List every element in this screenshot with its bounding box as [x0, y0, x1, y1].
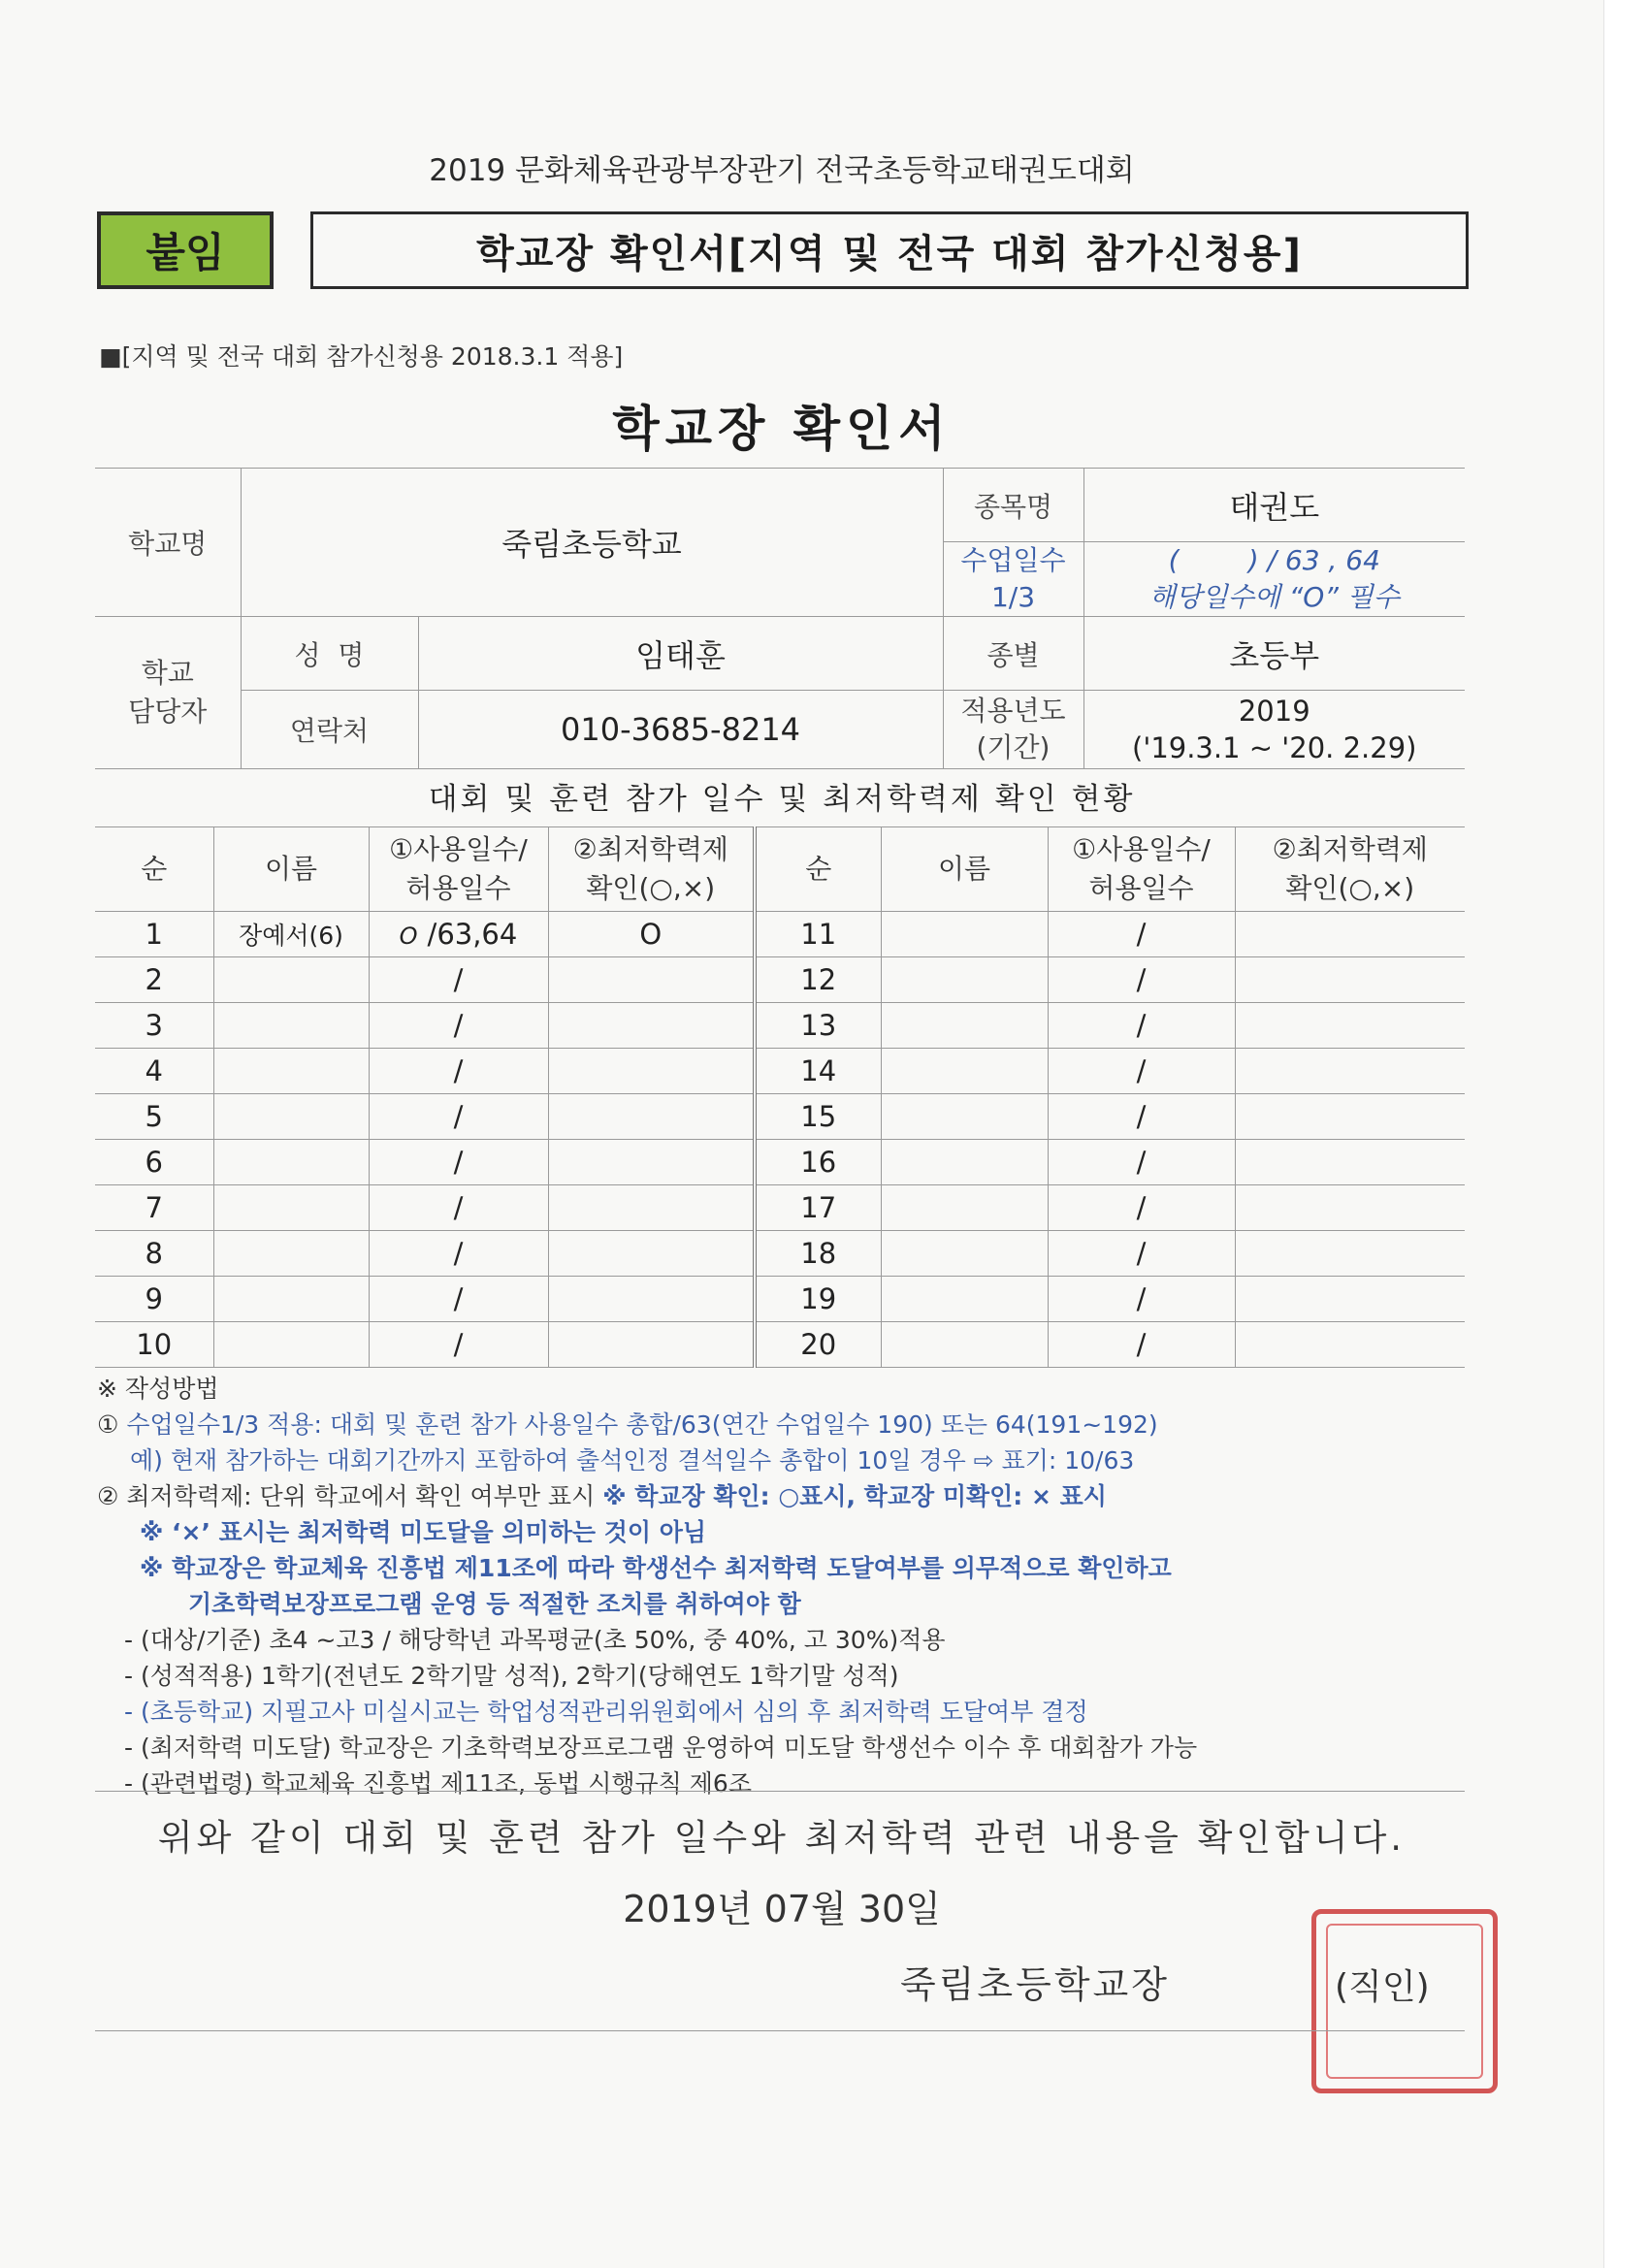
roster-header-days-2-line1: ①사용일수/	[1072, 833, 1211, 865]
roster-no: 12	[755, 957, 881, 1003]
roster-days-value: /63,64	[427, 918, 518, 951]
roster-no: 18	[755, 1231, 881, 1277]
instruction-1-number: ①	[97, 1410, 119, 1439]
roster-min-mark	[548, 1231, 755, 1277]
instruction-1	[97, 1407, 1484, 1442]
roster-days: /	[1048, 1094, 1235, 1140]
roster-min-mark	[548, 957, 755, 1003]
attachment-badge: 붙임	[97, 211, 274, 289]
instruction-2	[97, 1478, 1484, 1514]
year-value-line2: ('19.3.1 ~ '20. 2.29)	[1132, 731, 1417, 764]
roster-name	[881, 1049, 1048, 1094]
roster-header-min-2-line2: 확인(○,×)	[1285, 872, 1415, 904]
confirmation-text: 위와 같이 대회 및 훈련 참가 일수와 최저학력 관련 내용을 확인합니다.	[157, 1817, 1406, 1859]
instruction-2-number: ②	[97, 1482, 119, 1510]
school-label: 학교명	[95, 469, 241, 617]
detail-5: - (관련법령) 학교체육 진흥법 제11조, 동법 시행규칙 제6조	[124, 1769, 752, 1798]
section-title: 대회 및 훈련 참가 일수 및 최저학력제 확인 현황	[428, 782, 1136, 817]
roster-no: 8	[95, 1231, 213, 1277]
roster-no: 9	[95, 1277, 213, 1322]
roster-header-days	[369, 827, 548, 912]
roster-days: /	[369, 1003, 548, 1049]
instruction-3: ※ ‘×’ 표시는 최저학력 미도달을 의미하는 것이 아님	[140, 1518, 707, 1546]
roster-no: 5	[95, 1094, 213, 1140]
roster-days: /	[369, 1277, 548, 1322]
table-row	[95, 912, 1465, 957]
roster-min-mark	[1235, 1140, 1465, 1185]
roster-no: 11	[755, 912, 881, 957]
roster-no: 10	[95, 1322, 213, 1368]
instruction-1-line1: 수업일수1/3 적용: 대회 및 훈련 참가 사용일수 총합/63(연간 수업일수 190) 또는 64(191~192)	[126, 1410, 1158, 1439]
roster-days: /	[1048, 957, 1235, 1003]
year-label-line2: (기간)	[976, 731, 1051, 763]
year-label	[943, 691, 1083, 769]
roster-min-mark	[548, 1003, 755, 1049]
roster-header-min-line1: ②최저학력제	[572, 833, 728, 865]
roster-name: 장예서(6)	[213, 912, 369, 957]
roster-header-days-2-line2: 허용일수	[1088, 872, 1194, 904]
roster-name	[213, 1277, 369, 1322]
event-value: 태권도	[1083, 469, 1465, 542]
roster-days: /	[1048, 1049, 1235, 1094]
roster-no: 3	[95, 1003, 213, 1049]
roster-name	[881, 1231, 1048, 1277]
roster-min-mark	[548, 1049, 755, 1094]
division-label: 종별	[943, 617, 1083, 691]
roster-name	[213, 957, 369, 1003]
instruction-1-example: 예) 현재 참가하는 대회기간까지 포함하여 출석인정 결석일수 총합이 10일 경우 ⇨ 표기: 10/63	[130, 1446, 1135, 1474]
roster-header-no-2: 순	[755, 827, 881, 912]
roster-name	[213, 1322, 369, 1368]
roster-min-mark: O	[548, 912, 755, 957]
roster-header-days-line1: ①사용일수/	[389, 833, 528, 865]
principal-title: 죽림초등학교장	[900, 1963, 1170, 2006]
main-title: 학교장 확인서	[612, 401, 952, 457]
roster-days: /	[1048, 1003, 1235, 1049]
table-row	[95, 957, 1465, 1003]
event-label: 종목명	[943, 469, 1083, 542]
roster-header-min-2	[1235, 827, 1465, 912]
notes-divider	[95, 1791, 1465, 1792]
roster-min-mark	[548, 1322, 755, 1368]
instructions	[97, 1371, 1484, 1801]
instruction-4-line2: 기초학력보장프로그램 운영 등 적절한 조치를 취하여야 함	[188, 1590, 801, 1618]
roster-min-mark	[1235, 1094, 1465, 1140]
roster-header-min-2-line1: ②최저학력제	[1272, 833, 1428, 865]
division-value: 초등부	[1083, 617, 1465, 691]
roster-header-min	[548, 827, 755, 912]
year-value-line1: 2019	[1238, 695, 1310, 728]
roster-days: /	[369, 1049, 548, 1094]
roster-header-days-line2: 허용일수	[405, 872, 511, 904]
class-days-label-line1: 수업일수	[960, 544, 1066, 576]
class-days-value-line1: ( ) / 63 , 64	[1168, 544, 1380, 576]
roster-no: 16	[755, 1140, 881, 1185]
roster-no: 4	[95, 1049, 213, 1094]
roster-min-mark	[1235, 1003, 1465, 1049]
roster-name	[213, 1003, 369, 1049]
year-value	[1083, 691, 1465, 769]
table-row	[95, 1094, 1465, 1140]
roster-name	[881, 1185, 1048, 1231]
roster-min-mark	[1235, 912, 1465, 957]
manager-label	[95, 617, 241, 769]
class-days-label-line2: 1/3	[990, 581, 1036, 613]
roster-min-mark	[1235, 1277, 1465, 1322]
year-label-line1: 적용년도	[960, 695, 1066, 727]
roster-name	[881, 1140, 1048, 1185]
roster-min-mark	[1235, 1231, 1465, 1277]
class-days-value	[1083, 542, 1465, 617]
roster-min-mark	[548, 1094, 755, 1140]
table-row	[95, 1277, 1465, 1322]
name-value: 임태훈	[418, 617, 943, 691]
manager-label-line2: 담당자	[128, 696, 208, 728]
roster-name	[213, 1185, 369, 1231]
seal-label: (직인)	[1335, 1967, 1430, 2007]
table-row	[95, 1231, 1465, 1277]
roster-name	[213, 1049, 369, 1094]
scan-edge	[1603, 0, 1649, 2268]
handwritten-mark: O	[399, 923, 418, 950]
roster-header-name-2: 이름	[881, 827, 1048, 912]
form-title: 학교장 확인서[지역 및 전국 대회 참가신청용]	[310, 211, 1469, 289]
apply-note: ■[지역 및 전국 대회 참가신청용 2018.3.1 적용]	[99, 342, 624, 371]
roster-no: 14	[755, 1049, 881, 1094]
roster-name	[881, 1322, 1048, 1368]
roster-name	[213, 1140, 369, 1185]
roster-no: 13	[755, 1003, 881, 1049]
table-row	[95, 1003, 1465, 1049]
table-row	[95, 1140, 1465, 1185]
instruction-2-text: 최저학력제: 단위 학교에서 확인 여부만 표시	[126, 1482, 603, 1510]
roster-days: /	[369, 957, 548, 1003]
roster-no: 7	[95, 1185, 213, 1231]
detail-2: - (성적적용) 1학기(전년도 2학기말 성적), 2학기(당해연도 1학기말 성적)	[124, 1662, 899, 1690]
detail-3: - (초등학교) 지필고사 미실시교는 학업성적관리위원회에서 심의 후 최저학력 도달여부 결정	[124, 1698, 1088, 1726]
table-row	[95, 1322, 1465, 1368]
detail-4: - (최저학력 미도달) 학교장은 기초학력보장프로그램 운영하여 미도달 학생선수 이수 후 대회참가 가능	[124, 1733, 1198, 1762]
roster-name	[881, 1094, 1048, 1140]
school-value: 죽림초등학교	[241, 469, 943, 617]
roster-header-days-2	[1048, 827, 1235, 912]
instruction-4-line1: ※ 학교장은 학교체육 진흥법 제11조에 따라 학생선수 최저학력 도달여부를 의무적으로 확인하고	[140, 1554, 1172, 1582]
roster-name	[213, 1094, 369, 1140]
roster-days: /	[369, 1231, 548, 1277]
roster-days: /	[369, 1185, 548, 1231]
roster-days: /	[1048, 1322, 1235, 1368]
roster-header-min-line2: 확인(○,×)	[586, 872, 716, 904]
roster-days: /	[1048, 912, 1235, 957]
event-title: 2019 문화체육관광부장관기 전국초등학교태권도대회	[429, 153, 1135, 188]
roster-name	[881, 1003, 1048, 1049]
roster-no: 19	[755, 1277, 881, 1322]
roster-days: /	[1048, 1185, 1235, 1231]
name-label: 성 명	[241, 617, 418, 691]
roster-days	[369, 912, 548, 957]
confirmation-date: 2019년 07월 30일	[623, 1888, 941, 1930]
roster-no: 17	[755, 1185, 881, 1231]
roster-days: /	[369, 1140, 548, 1185]
roster-no: 6	[95, 1140, 213, 1185]
footer-divider	[95, 2030, 1465, 2031]
class-days-value-line2: 해당일수에 “O” 필수	[1148, 581, 1400, 613]
roster-no: 1	[95, 912, 213, 957]
table-row	[95, 1049, 1465, 1094]
instruction-2-highlight: ※ 학교장 확인: ○표시, 학교장 미확인: × 표시	[602, 1482, 1107, 1510]
roster-min-mark	[1235, 1185, 1465, 1231]
roster-min-mark	[1235, 1322, 1465, 1368]
roster-min-mark	[548, 1140, 755, 1185]
roster-name	[881, 912, 1048, 957]
roster-name	[881, 957, 1048, 1003]
roster-days: /	[369, 1322, 548, 1368]
contact-label: 연락처	[241, 691, 418, 769]
roster-min-mark	[548, 1185, 755, 1231]
roster-min-mark	[548, 1277, 755, 1322]
instructions-heading: ※ 작성방법	[97, 1375, 219, 1403]
roster-header-name: 이름	[213, 827, 369, 912]
manager-label-line1: 학교	[141, 657, 194, 689]
roster-no: 2	[95, 957, 213, 1003]
roster-days: /	[369, 1094, 548, 1140]
info-table	[95, 468, 1465, 769]
roster-days: /	[1048, 1140, 1235, 1185]
roster-name	[213, 1231, 369, 1277]
roster-no: 15	[755, 1094, 881, 1140]
roster-header-no: 순	[95, 827, 213, 912]
roster-no: 20	[755, 1322, 881, 1368]
roster-min-mark	[1235, 957, 1465, 1003]
table-row	[95, 1185, 1465, 1231]
roster-name	[881, 1277, 1048, 1322]
roster-days: /	[1048, 1277, 1235, 1322]
roster-days: /	[1048, 1231, 1235, 1277]
detail-1: - (대상/기준) 초4 ~고3 / 해당학년 과목평균(초 50%, 중 40%, 고 30%)적용	[124, 1626, 946, 1654]
class-days-label	[943, 542, 1083, 617]
roster-min-mark	[1235, 1049, 1465, 1094]
roster-table	[95, 826, 1465, 1368]
contact-value: 010-3685-8214	[418, 691, 943, 769]
